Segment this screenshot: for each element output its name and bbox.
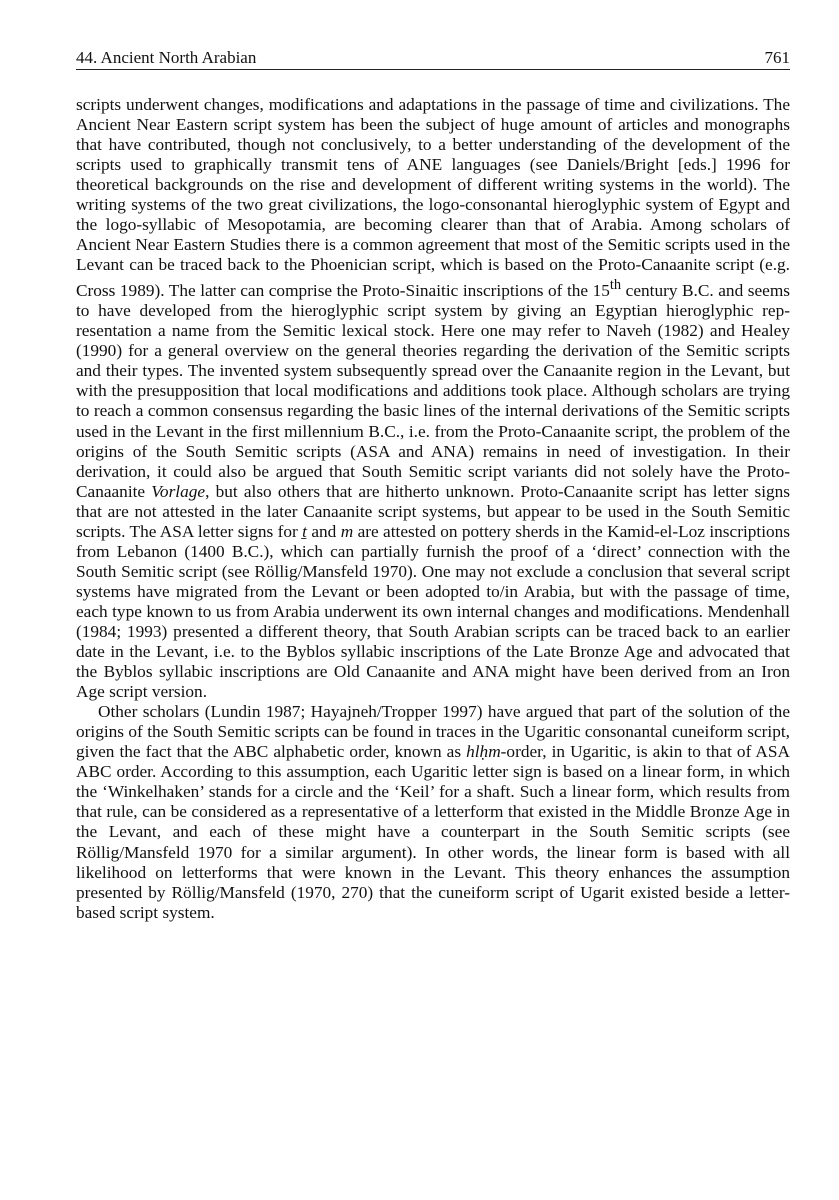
running-header: [76, 47, 790, 70]
italic-run: hlḥm: [466, 742, 501, 762]
italic-run: m: [340, 521, 354, 541]
document-page: [76, 0, 790, 1200]
chapter-title: 44. Ancient North Arabian: [76, 48, 257, 67]
text-run: century B.C. and seems to have developed from the hieroglyphic script system by giving an Egyptian hieroglyphic representation a name from the Semitic lexical stock. Here one may refer to Naveh (1982) and Healey (1990) for a general overview on the general theories regarding the derivation of the Semitic scripts and their types. The invented system subsequently spread over the Canaanite region in the Levant, but with the presupposition that local modifications and additions took place. Although scholars are trying to reach a common consensus regarding the basic lines of the internal derivations of the Semitic scripts used in the Levant in the first millennium B.C., i.e. from the Proto-Canaanite script, the problem of the origins of the South Semitic scripts (ASA and ANA) remains in need of investigation. In their derivation, it could also be argued that South Semitic script variants did not solely have the Proto-Canaanite: [76, 281, 790, 501]
text-run: scripts underwent changes, modifications and adaptations in the passage of time and civilizations. The Ancient Near Eastern script system has been the subject of huge amount of articles and monographs that have contributed, though not conclusively, to a better understanding of the development of the scripts used to graphically transmit tens of ANE languages (see Daniels/Bright [eds.] 1996 for theoretical backgrounds on the rise and development of different writing systems in the world). The writing systems of the two great civilizations, the logo-consonantal hieroglyphic system of Egypt and the logo-syllabic of Mesopotamia, are becoming clearer than that of Arabia. Among scholars of Ancient Near Eastern Studies there is a common agreement that most of the Semitic scripts used in the Levant can be traced back to the Phoenician script, which is based on the Proto-Canaanite script (e.g. Cross 1989). The latter can comprise the Proto-Sinaitic inscriptions of the 15: [76, 95, 790, 301]
italic-run: ṯ: [302, 521, 307, 541]
text-run: and: [306, 521, 341, 541]
superscript-run: th: [609, 277, 622, 294]
italic-run: Vorlage: [151, 481, 206, 501]
text-run: , but also others that are hitherto unknown. Proto-Canaanite script has letter signs that are not attested in the later Canaanite script systems, but appear to be used in the South Semitic scripts. The ASA letter signs for: [76, 481, 790, 541]
page-number: 761: [764, 48, 790, 67]
paragraph-2: [76, 702, 790, 923]
body-text: [76, 95, 790, 923]
text-run: Other scholars (Lundin 1987; Hayajneh/Tropper 1997) have argued that part of the solution of the origins of the South Semitic scripts can be found in traces in the Ugaritic consonantal cuneiform script, given the fact that the ABC alphabetic order, known as: [76, 702, 790, 762]
paragraph-1: [76, 95, 790, 702]
text-run: -order, in Ugaritic, is akin to that of ASA ABC order. According to this assumption, each Ugaritic letter sign is based on a linear form, in which the ‘Winkelhaken’ stands for a circle and the ‘Keil’ for a shaft. Such a linear form, which results from that rule, can be considered as a representative of a letterform that existed in the Middle Bronze Age in the Levant, and each of these might have a counterpart in the South Semitic scripts (see Röllig/Mansfeld 1970 for a similar argument). In other words, the linear form is based with all likelihood on letterforms that were known in the Levant. This theory enhances the assumption presented by Röllig/Mansfeld (1970, 270) that the cuneiform script of Ugarit existed beside a letter-based script system.: [76, 742, 790, 922]
text-run: are attested on pottery sherds in the Kamid-el-Loz inscriptions from Lebanon (1400 B.C.), which can partially furnish the proof of a ‘direct’ connection with the South Semitic script (see Röllig/Mansfeld 1970). One may not exclude a conclusion that several script systems have migrated from the Levant or been adopted to/in Arabia, but with the passage of time, each type known to us from Arabia underwent its own internal changes and modifications. Mendenhall (1984; 1993) presented a different theory, that South Arabian scripts can be traced back to an earlier date in the Levant, i.e. to the Byblos syllabic inscriptions of the Late Bronze Age and advocated that the Byblos syllabic inscriptions are Old Canaanite and ANA might have been derived from an Iron Age script version.: [76, 521, 790, 702]
